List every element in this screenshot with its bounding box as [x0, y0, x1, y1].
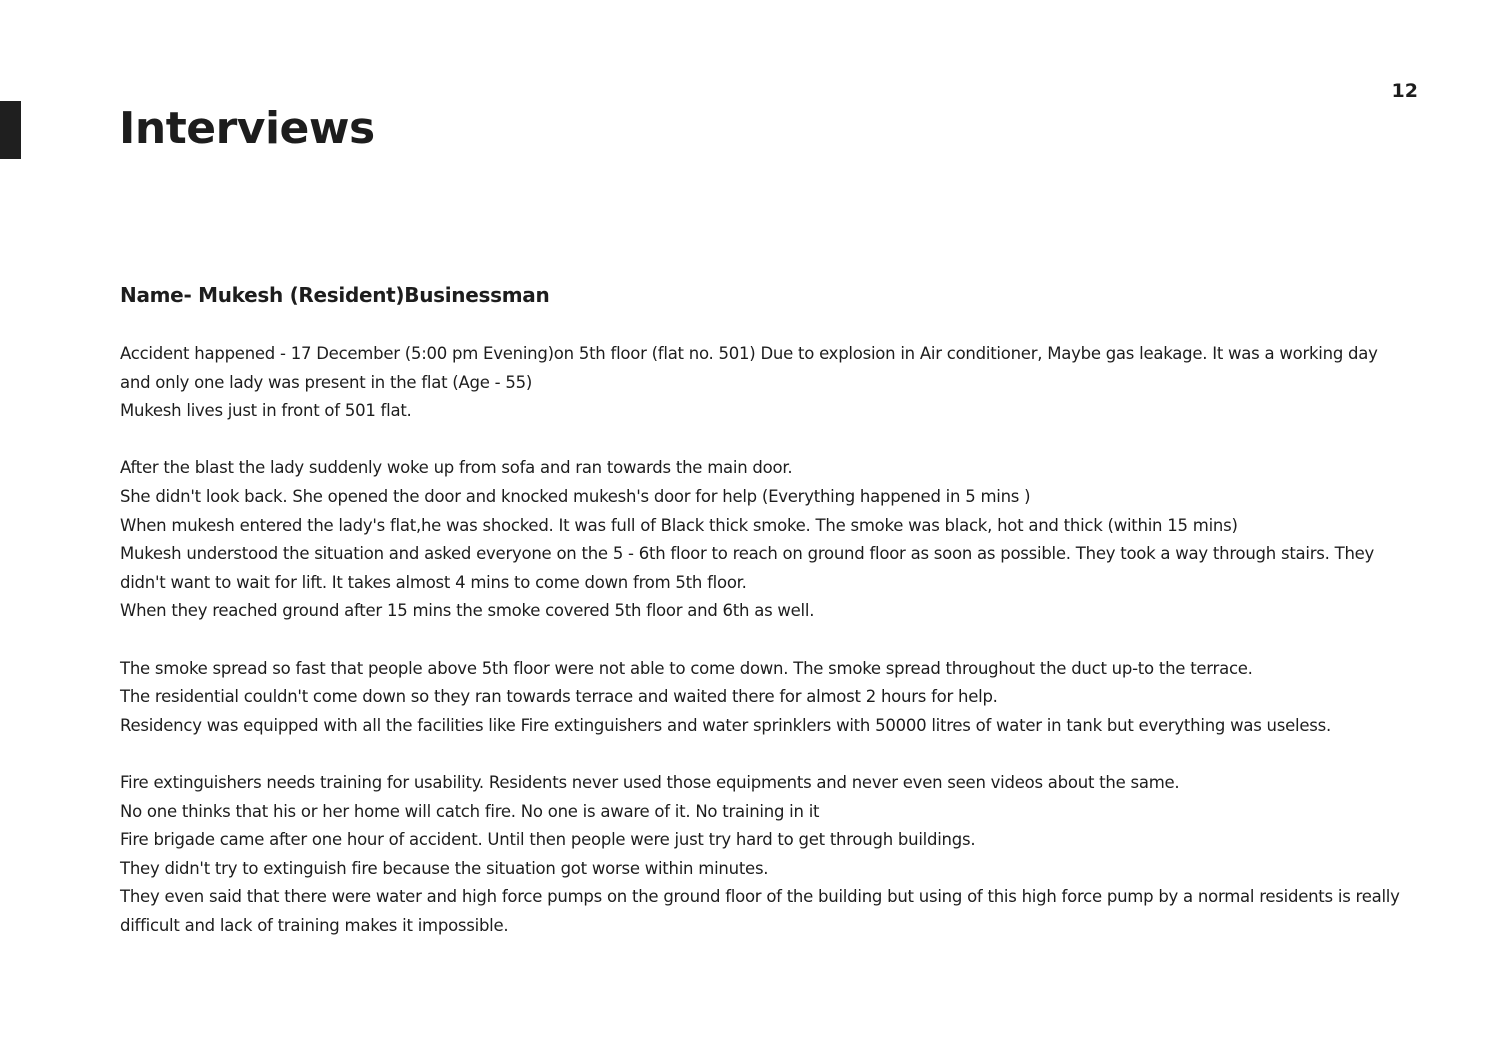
paragraph-accident [120, 340, 1410, 426]
text-line: Fire brigade came after one hour of accident. Until then people were just try hard to get through buildings. [120, 830, 976, 850]
section-marker-bar [0, 101, 21, 159]
page-number: 12 [1391, 80, 1418, 102]
text-line: They even said that there were water and high force pumps on the ground floor of the building but using of this high force pump by a normal residents is really difficult and lack of training makes it impossible. [120, 887, 1400, 935]
text-line: When they reached ground after 15 mins the smoke covered 5th floor and 6th as well. [120, 601, 815, 621]
text-line: Mukesh lives just in front of 501 flat. [120, 401, 412, 421]
interviewee-name: Name- Mukesh (Resident)Businessman [120, 283, 550, 307]
text-line: Fire extinguishers needs training for usability. Residents never used those equipments and never even seen videos about the same. [120, 772, 1180, 792]
text-line: They didn't try to extinguish fire because the situation got worse within minutes. [120, 858, 769, 878]
text-line: After the blast the lady suddenly woke up from sofa and ran towards the main door. [120, 458, 793, 478]
paragraph-training [120, 769, 1410, 941]
paragraph-smoke-spread [120, 655, 1410, 741]
interview-notes [120, 340, 1410, 940]
text-line: Accident happened - 17 December (5:00 pm Evening)on 5th floor (flat no. 501) Due to explosion in Air conditioner, Maybe gas leakage. It was a working day and only one lady was present in the flat (Age - 55) [120, 344, 1378, 392]
text-line: The residential couldn't come down so they ran towards terrace and waited there for almost 2 hours for help. [120, 687, 998, 707]
text-line: She didn't look back. She opened the door and knocked mukesh's door for help (Everything happened in 5 mins ) [120, 486, 1031, 506]
text-line: No one thinks that his or her home will catch fire. No one is aware of it. No training in it [120, 801, 820, 821]
text-line: The smoke spread so fast that people above 5th floor were not able to come down. The smoke spread throughout the duct up-to the terrace. [120, 658, 1253, 678]
page-title: Interviews [119, 103, 375, 154]
text-line: When mukesh entered the lady's flat,he was shocked. It was full of Black thick smoke. The smoke was black, hot and thick (within 15 mins) [120, 515, 1238, 535]
text-line: Residency was equipped with all the facilities like Fire extinguishers and water sprinklers with 50000 litres of water in tank but everything was useless. [120, 715, 1331, 735]
paragraph-escape [120, 454, 1410, 626]
text-line: Mukesh understood the situation and asked everyone on the 5 - 6th floor to reach on ground floor as soon as possible. They took a way through stairs. They didn't want to wait for lift. It takes almost 4 mins to come down from 5th floor. [120, 544, 1375, 592]
